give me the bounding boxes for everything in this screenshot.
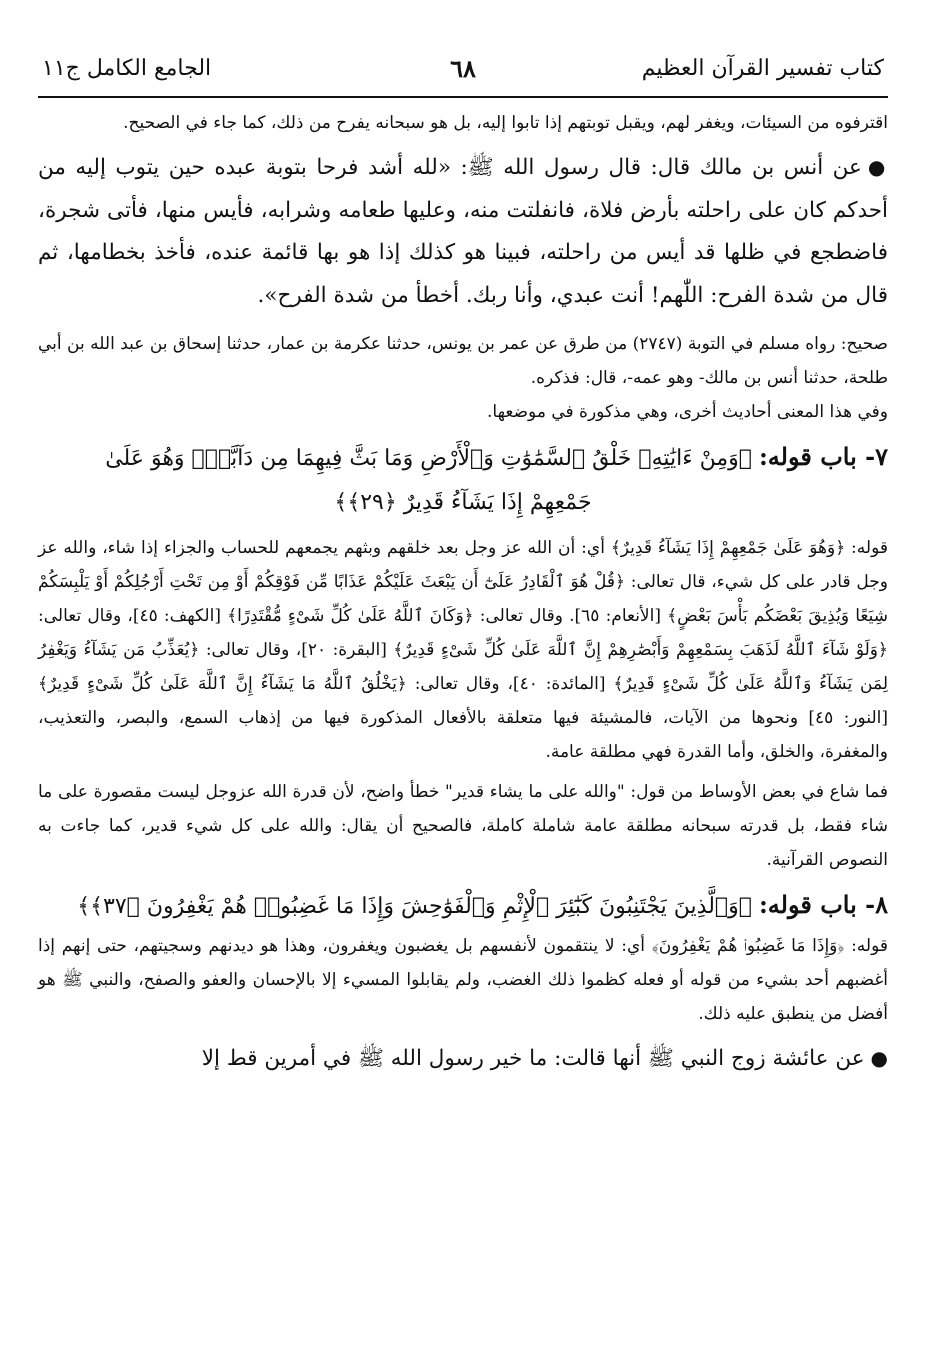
chapter-7-verse-line2: جَمْعِهِمْ إِذَا يَشَآءُ قَدِيرٌ ﴿٢٩﴾﴾ (334, 490, 592, 515)
hadith-anas-text: عن أنس بن مالك قال: قال رسول الله ﷺ: «لله أشد فرحا بتوبة عبده حين يتوب إليه من أحدكم كان على راحلته بأرض فلاة، فانفلتت منه، وعليها طعامه وشرابه، فأيس منها، فأتى شجرة، فاضطجع في ظلها قد أيس من راحلته، فبينا هو كذلك إذا هو بها قائمة عنده، فأخذ بخطامها، ثم قال من شدة الفرح: اللّٰهم! أنت عبدي، وأنا ربك. أخطأ من شدة الفرح». (38, 155, 888, 308)
page-header (38, 52, 888, 98)
chapter-8-label: ٨- باب قوله: (758, 890, 888, 919)
chapter-8-heading (38, 883, 888, 929)
tafsir-7-note: فما شاع في بعض الأوساط من قول: "والله على ما يشاء قدير" خطأ واضح، لأن قدرة الله عزوجل ليست مقصورة على ما شاء فقط، بل قدرته سبحانه مطلقة عامة شاملة كاملة، فالصحيح أن يقال: والله على كل شيء قدير، كما جاءت به النصوص القرآنية. (38, 782, 888, 870)
tafsir-7-paragraph: قوله: ﴿وَهُوَ عَلَىٰ جَمْعِهِمْ إِذَا يَشَآءُ قَدِيرٌ﴾ أي: أن الله عز وجل بعد خلقهم وبثهم يجمعهم للحساب والجزاء إذا شاء، والله عز وجل قادر على كل شيء، قال تعالى: ﴿قُلْ هُوَ ٱلْقَادِرُ عَلَىٰٓ أَن يَبْعَثَ عَلَيْكُمْ عَذَابًا مِّن فَوْقِكُمْ أَوْ مِن تَحْتِ أَرْجُلِكُمْ أَوْ يَلْبِسَكُمْ شِيَعًا وَيُذِيقَ بَعْضَكُم بَأْسَ بَعْضٍ﴾ [الأنعام: ٦٥]. وقال تعالى: ﴿وَكَانَ ٱللَّهُ عَلَىٰ كُلِّ شَىْءٍ مُّقْتَدِرًا﴾ [الكهف: ٤٥]، وقال تعالى: ﴿وَلَوْ شَآءَ ٱللَّهُ لَذَهَبَ بِسَمْعِهِمْ وَأَبْصَٰرِهِمْ إِنَّ ٱللَّهَ عَلَىٰ كُلِّ شَىْءٍ قَدِيرٌ﴾ [البقرة: ٢٠]، وقال تعالى: ﴿يُعَذِّبُ مَن يَشَآءُ وَيَغْفِرُ لِمَن يَشَآءُ وَٱللَّهُ عَلَىٰ كُلِّ شَىْءٍ قَدِيرٌ﴾ [المائدة: ٤٠]، وقال تعالى: ﴿يَخْلُقُ ٱللَّهُ مَا يَشَآءُ إِنَّ ٱللَّهَ عَلَىٰ كُلِّ شَىْءٍ قَدِيرٌ﴾ [النور: ٤٥] ونحوها من الآيات، فالمشيئة فيها متعلقة بالأفعال المذكورة فيها من إذهاب السمع، والبصر، والتعذيب، والمغفرة، والخلق، وأما القدرة فهي مطلقة عامة. (38, 538, 888, 762)
bullet-icon: ● (870, 1046, 888, 1070)
bullet-icon: ● (867, 155, 888, 179)
hadith-aisha (38, 1037, 888, 1081)
chapter-7-heading (38, 435, 888, 525)
chapter-7-label: ٧- باب قوله: (758, 442, 888, 471)
collection-title: الجامع الكامل ج١١ (42, 56, 212, 81)
book-title: كتاب تفسير القرآن العظيم (641, 56, 884, 81)
hadith-anas (38, 146, 888, 317)
book-page (38, 52, 888, 1362)
page-body (38, 106, 888, 1081)
note-paragraph: وفي هذا المعنى أحاديث أخرى، وهي مذكورة في موضعها. (487, 402, 888, 422)
tafsir-8-paragraph: قوله: ﴿وَإِذَا مَا غَضِبُوا۟ هُمْ يَغْفِرُونَ﴾ أي: لا ينتقمون لأنفسهم بل يغضبون ويغفرون، وهذا هو ديدنهم وسجيتهم، حتى إنهم إذا أغضبهم أحد بشيء من قوله أو فعله كظموا ذلك الغضب، ولم يقابلوا المسيء إلا بالإحسان والعفو والصفح، والنبي ﷺ هو أفضل من ينطبق عليه ذلك. (38, 936, 888, 1024)
chapter-7-verse-line1: ﴿وَمِنْ ءَايَٰتِهِۦ خَلْقُ ٱلسَّمَٰوَٰتِ وَٱلْأَرْضِ وَمَا بَثَّ فِيهِمَا مِن دَآبَّةٍۚ وَهُوَ عَلَىٰ (105, 446, 752, 471)
chapter-8-verse: ﴿وَٱلَّذِينَ يَجْتَنِبُونَ كَبَٰٓئِرَ ٱلْإِثْمِ وَٱلْفَوَٰحِشَ وَإِذَا مَا غَضِبُوا۟ هُمْ يَغْفِرُونَ ﴿٣٧﴾﴾ (77, 894, 752, 919)
hadith-aisha-text: عن عائشة زوج النبي ﷺ أنها قالت: ما خير رسول الله ﷺ في أمرين قط إلا (201, 1046, 865, 1071)
takhrij-paragraph: صحيح: رواه مسلم في التوبة (٢٧٤٧) من طرق عن عمر بن يونس، حدثنا عكرمة بن عمار، حدثنا إسحاق بن عبد الله بن أبي طلحة، حدثنا أنس بن مالك- وهو عمه-، قال: فذكره. (38, 334, 888, 388)
continuation-paragraph: اقترفوه من السيئات، ويغفر لهم، ويقبل توبتهم إذا تابوا إليه، بل هو سبحانه يفرح من ذلك، كما جاء في الصحيح. (123, 113, 888, 133)
page-number: ٦٨ (450, 54, 476, 83)
